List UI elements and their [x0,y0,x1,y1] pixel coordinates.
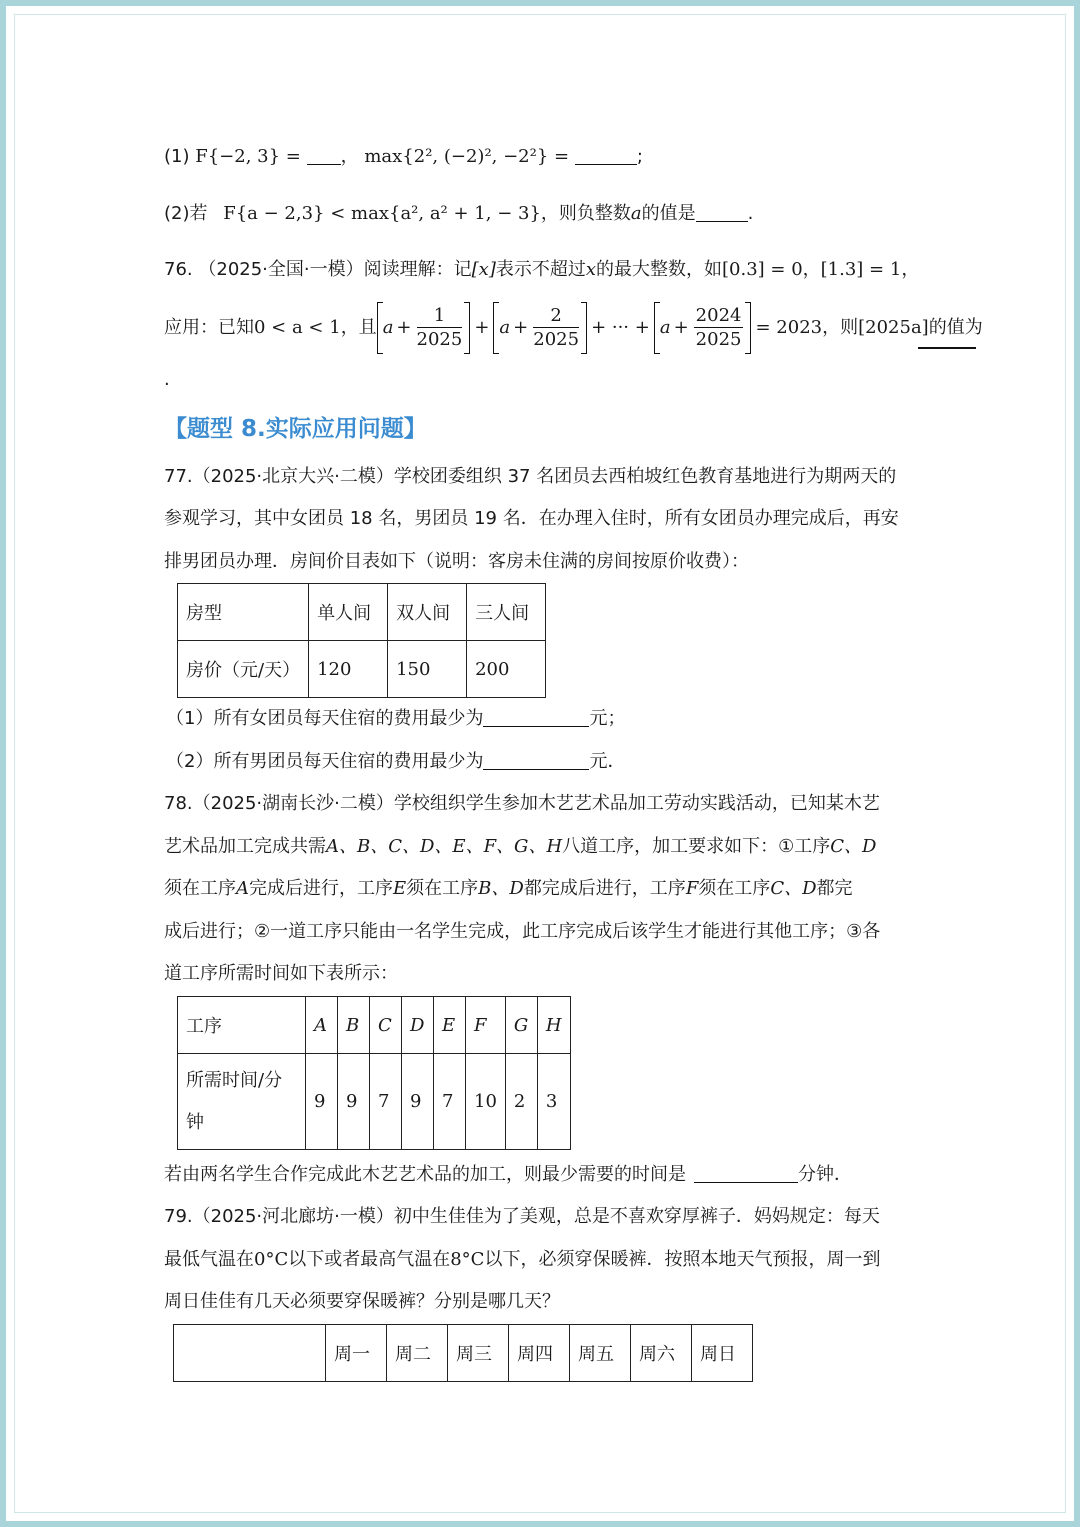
q79-line2c: 以下，必须穿保暖裤．按照本地天气预报，周一到 [484,1249,881,1270]
q76-line2 [164,300,983,356]
q76-target: [2025a] [858,317,929,338]
q76-fraction-1 [417,305,463,352]
q79-line2 [164,1248,880,1272]
q76-line1-end: ， [901,259,920,280]
q76-example-1: [0.3] = 0 [722,259,803,280]
q76-plus-3: + [513,317,529,338]
q77-td-double-price: 150 [388,641,467,698]
q76-f2-num: 2 [533,305,579,328]
q75-part2-tail: 的值是 [641,203,696,224]
q78-time-label-1: 所需时间/分 [186,1069,283,1091]
q79-temp-1: 0°C [254,1249,289,1270]
q75-part2-var: a [630,203,642,224]
q78-line3e: 须在工序 [698,878,771,899]
q76-number: 76. [164,259,193,280]
q79-line3: 周日佳佳有几天必须要穿保暖裤？分别是哪几天？ [164,1291,560,1312]
q76-example-2: [1.3] = 1 [820,259,902,280]
q79-th-tuesday: 周二 [387,1325,448,1382]
q78-td-G-time: 2 [505,1054,537,1150]
q78-th-F: F [466,997,506,1054]
q77-td-triple-price: 200 [467,641,546,698]
q78-question [164,1163,852,1187]
q76-f1-den: 2025 [416,328,463,350]
q75-part1-label: (1) [164,146,190,167]
q77-part1-text: （1）所有女团员每天住宿的费用最少为 [166,708,484,729]
q79-th-sunday: 周日 [692,1325,753,1382]
q79-line2b: 以下或者最高气温在 [288,1249,451,1270]
q75-part1: (1) F{−2, 3} = ， max{2², (−2)², −2²} = ; [164,146,643,167]
q76-plus-2: + [474,317,490,338]
q77-price-table [177,583,546,698]
q78-line3a: 须在工序 [164,878,236,899]
q76-answer-blank[interactable] [918,347,976,349]
q78-procedure-letters: A、B、C、D、E、F、G、H [326,836,563,857]
q78-line3d: 都完成后进行，工序 [523,878,686,899]
q77-th-triple: 三人间 [467,584,546,641]
q77-part2 [166,750,625,774]
q77-part1 [166,707,625,731]
q77-part2-unit: 元． [589,751,626,772]
q79-days-row [174,1325,753,1382]
q78-line4: 成后进行；②一道工序只能由一名学生完成，此工序完成后该学生才能进行其他工序；③各 [164,921,881,942]
q78-td-time-label [178,1054,306,1150]
q79-th-monday: 周一 [326,1325,387,1382]
q78-td-C-time: 7 [370,1054,402,1150]
q78-line3-CD: C、D [770,878,817,899]
q78-th-G: G [505,997,537,1054]
q78-td-B-time: 9 [338,1054,370,1150]
q76-sep: ， [802,259,821,280]
q78-line3c: 须在工序 [406,878,479,899]
q76-floor-term-3 [654,302,752,354]
section-heading: 【题型 8.实际应用问题】 [164,416,427,442]
q75-part2 [164,202,753,226]
q77-part2-text: （2）所有男团员每天住宿的费用最少为 [166,751,484,772]
q78-th-B: B [338,997,370,1054]
q78-blank[interactable] [694,1182,798,1183]
q76-fraction-3 [694,305,744,352]
q76-floor-x: [x] [471,259,496,280]
q78-td-F-time: 10 [466,1054,506,1150]
q78-question-text: 若由两名学生合作完成此木艺艺术品的加工，则最少需要的时间是 [164,1164,686,1185]
q79-temp-2: 8°C [450,1249,485,1270]
q77-th-double: 双人间 [388,584,467,641]
q77-th-room-type: 房型 [178,584,309,641]
q76-text1: 阅读理解：记 [363,259,472,280]
q79-th-wednesday: 周三 [448,1325,509,1382]
q78-table-time-row [178,1054,571,1150]
q75-part2-text: ，则负整数 [540,203,631,224]
q76-fraction-2 [533,305,579,352]
q75-max-expression: max{2², (−2)², −2²} = [364,146,570,167]
q77-blank-1[interactable] [483,726,589,727]
q79-line2a: 最低气温在 [164,1249,254,1270]
q76-text3: 的最大整数，如 [596,259,722,280]
q76-f2-den: 2025 [533,328,580,350]
q78-line3-BD: B、D [478,878,524,899]
q75-part2-end: . [747,203,754,224]
q78-td-A-time: 9 [306,1054,338,1150]
q79-th-saturday: 周六 [631,1325,692,1382]
q78-line5: 道工序所需时间如下表所示： [164,963,398,984]
q78-line3b: 完成后进行，工序 [249,878,393,899]
q76-then: ，则 [822,317,859,338]
q76-text2: 表示不超过 [495,259,586,280]
q78-td-D-time: 9 [402,1054,434,1150]
q75-blank-1[interactable] [307,164,341,165]
q78-th-E: E [434,997,466,1054]
q79-th-friday: 周五 [570,1325,631,1382]
q79-weather-table [173,1324,753,1382]
q76-floor-term-2 [493,302,587,354]
q78-td-E-time: 7 [434,1054,466,1150]
q78-td-H-time: 3 [537,1054,570,1150]
q79-line1: 79.（2025·河北廊坊·一模）初中生佳佳为了美观，总是不喜欢穿厚裤子．妈妈规定：每天 [164,1206,880,1227]
q76-line1 [164,258,919,282]
q78-time-table [177,996,571,1150]
q78-th-C: C [370,997,402,1054]
q78-line2a: 艺术品加工完成共需 [164,836,326,857]
q75-F-expression: F{−2, 3} = [195,146,301,167]
q75-blank-2[interactable] [575,164,637,165]
q76-f3-num: 2024 [695,304,742,326]
q76-tail: 的值为 [928,317,983,338]
q77-table-price-row [178,641,546,698]
q76-apply: 应用：已知 [164,317,254,338]
q77-line3: 排男团员办理．房间价目表如下（说明：客房未住满的房间按原价收费）： [164,551,749,572]
q78-th-D: D [402,997,434,1054]
q75-part2-label: (2)若 [164,203,208,224]
q76-period: . [164,369,170,390]
q75-blank-3[interactable] [696,221,748,222]
q77-blank-2[interactable] [483,769,589,770]
q75-part2-expression: F{a − 2,3} < max{a², a² + 1, − 3} [223,203,541,224]
q76-var-a-3: a [659,317,671,338]
q78-time-label-2: 钟 [186,1111,204,1133]
q77-table-header-row [178,584,546,641]
q79-th-thursday: 周四 [509,1325,570,1382]
q78-line2-cd: C、D [830,836,877,857]
q76-dots: + ··· + [591,317,650,338]
q77-td-price-label: 房价（元/天） [178,641,309,698]
q78-line1: 78.（2025·湖南长沙·二模）学校组织学生参加木艺艺术品加工劳动实践活动，已知某木艺 [164,793,880,814]
q77-line2: 参观学习，其中女团员 18 名，男团员 19 名．在办理入住时，所有女团员办理完成后，再安 [164,508,899,529]
q76-plus: + [396,317,412,338]
q76-f3-den: 2025 [695,328,742,350]
q76-x: x [585,259,596,280]
q78-line3f: 都完 [816,878,853,899]
q78-th-A: A [306,997,338,1054]
q77-line1: 77.（2025·北京大兴·二模）学校团委组织 37 名团员去西柏坡红色教育基地进行为期两天的 [164,466,897,487]
q78-line3-F: F [685,878,699,899]
q76-condition: 0 < a < 1 [254,317,341,338]
q77-part1-unit: 元； [589,708,626,729]
q78-line2b: 八道工序，加工要求如下：①工序 [562,836,831,857]
q78-line3-A: A [236,878,249,899]
q78-th-H: H [537,997,570,1054]
q76-floor-term-1 [377,302,471,354]
q76-plus-4: + [673,317,689,338]
q76-var-a: a [382,317,394,338]
q77-th-single: 单人间 [309,584,388,641]
q79-th-empty [174,1325,326,1382]
q78-table-proc-row [178,997,571,1054]
q78-line2 [164,835,877,859]
q78-line3 [164,877,853,901]
q76-var-a-2: a [499,317,511,338]
q78-th-procedure: 工序 [178,997,306,1054]
q75-part1-end: ; [636,146,643,167]
q78-unit: 分钟． [798,1164,852,1185]
q76-and: ，且 [340,317,377,338]
q76-equals: = 2023 [755,317,823,338]
q76-source: （2025·全国·一模） [198,259,364,280]
q77-td-single-price: 120 [309,641,388,698]
q76-f1-num: 1 [417,305,463,328]
q78-line3-E: E [393,878,407,899]
